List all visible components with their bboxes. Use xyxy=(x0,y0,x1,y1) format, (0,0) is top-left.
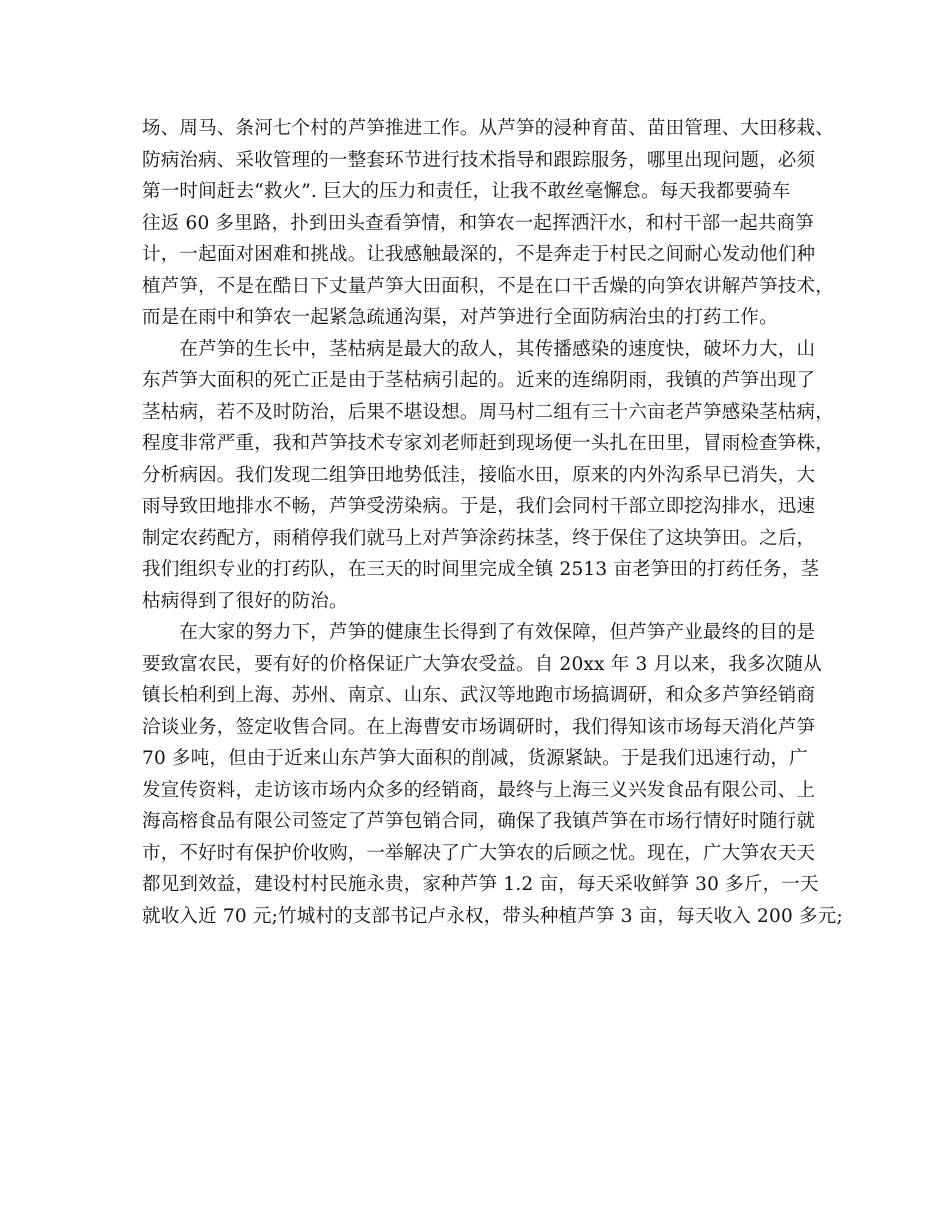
text-line: 在芦笋的生长中，茎枯病是最大的敌人，其传播感染的速度快，破坏力大，山 xyxy=(142,338,816,360)
text-line: 海高榕食品有限公司签定了芦笋包销合同，确保了我镇芦笋在市场行情好时随行就 xyxy=(142,811,816,832)
text-line: 发宣传资料，走访该市场内众多的经销商，最终与上海三义兴发食品有限公司、上 xyxy=(142,779,816,801)
text-line: 就收入近 70 元;竹城村的支部书记卢永权，带头种植芦笋 3 亩，每天收入 200 多元; xyxy=(142,905,843,927)
text-line: 东芦笋大面积的死亡正是由于茎枯病引起的。近来的连绵阴雨，我镇的芦笋出现了 xyxy=(142,370,816,391)
text-line: 70 多吨，但由于近来山东芦笋大面积的削减，货源紧缺。于是我们迅速行动，广 xyxy=(142,748,808,769)
text-line: 制定农药配方，雨稍停我们就马上对芦笋涂药抹茎，终于保住了这块笋田。之后， xyxy=(142,527,816,549)
text-line: 我们组织专业的打药队，在三天的时间里完成全镇 2513 亩老笋田的打药任务，茎 xyxy=(142,559,820,580)
text-line: 程度非常严重，我和芦笋技术专家刘老师赶到现场便一头扎在田里，冒雨检查笋株， xyxy=(142,433,834,454)
text-line: 市，不好时有保护价收购，一举解决了广大笋农的后顾之忧。现在，广大笋农天天 xyxy=(142,842,816,864)
text-line: 第一时间赶去“救火”. 巨大的压力和责任，让我不敢丝毫懈怠。每天我都要骑车 xyxy=(142,181,791,202)
text-line: 茎枯病，若不及时防治，后果不堪设想。周马村二组有三十六亩老芦笋感染茎枯病， xyxy=(142,401,834,423)
text-line: 而是在雨中和笋农一起紧急疏通沟渠，对芦笋进行全面防病治虫的打药工作。 xyxy=(142,307,778,328)
text-line: 都见到效益，建设村村民施永贵，家种芦笋 1.2 亩，每天采收鲜笋 30 多斤，一天 xyxy=(142,874,819,895)
text-line: 枯病得到了很好的防治。 xyxy=(142,590,348,612)
text-line: 计，一起面对困难和挑战。让我感触最深的，不是奔走于村民之间耐心发动他们种 xyxy=(142,244,816,265)
text-line: 镇长柏利到上海、苏州、南京、山东、武汉等地跑市场搞调研，和众多芦笋经销商 xyxy=(142,685,816,706)
text-line: 植芦笋，不是在酷日下丈量芦笋大田面积，不是在口干舌燥的向笋农讲解芦笋技术， xyxy=(142,275,834,297)
text-line: 在大家的努力下，芦笋的健康生长得到了有效保障，但芦笋产业最终的目的是 xyxy=(142,622,816,643)
text-line: 雨导致田地排水不畅，芦笋受涝染病。于是，我们会同村干部立即挖沟排水，迅速 xyxy=(142,496,816,517)
text-line: 洽谈业务，签定收售合同。在上海曹安市场调研时，我们得知该市场每天消化芦笋 xyxy=(142,716,816,738)
text-line: 往返 60 多里路，扑到田头查看笋情，和笋农一起挥洒汗水，和村干部一起共商笋 xyxy=(142,212,814,234)
text-line: 分析病因。我们发现二组笋田地势低洼，接临水田，原来的内外沟系早已消失，大 xyxy=(142,464,816,486)
text-line: 要致富农民，要有好的价格保证广大笋农受益。自 20xx 年 3 月以来，我多次随从 xyxy=(142,653,822,675)
text-line: 场、周马、条河七个村的芦笋推进工作。从芦笋的浸种育苗、苗田管理、大田移栽、 xyxy=(142,118,834,139)
text-line: 防病治病、采收管理的一整套环节进行技术指导和跟踪服务，哪里出现问题，必须 xyxy=(142,149,816,171)
body-text xyxy=(142,113,843,932)
